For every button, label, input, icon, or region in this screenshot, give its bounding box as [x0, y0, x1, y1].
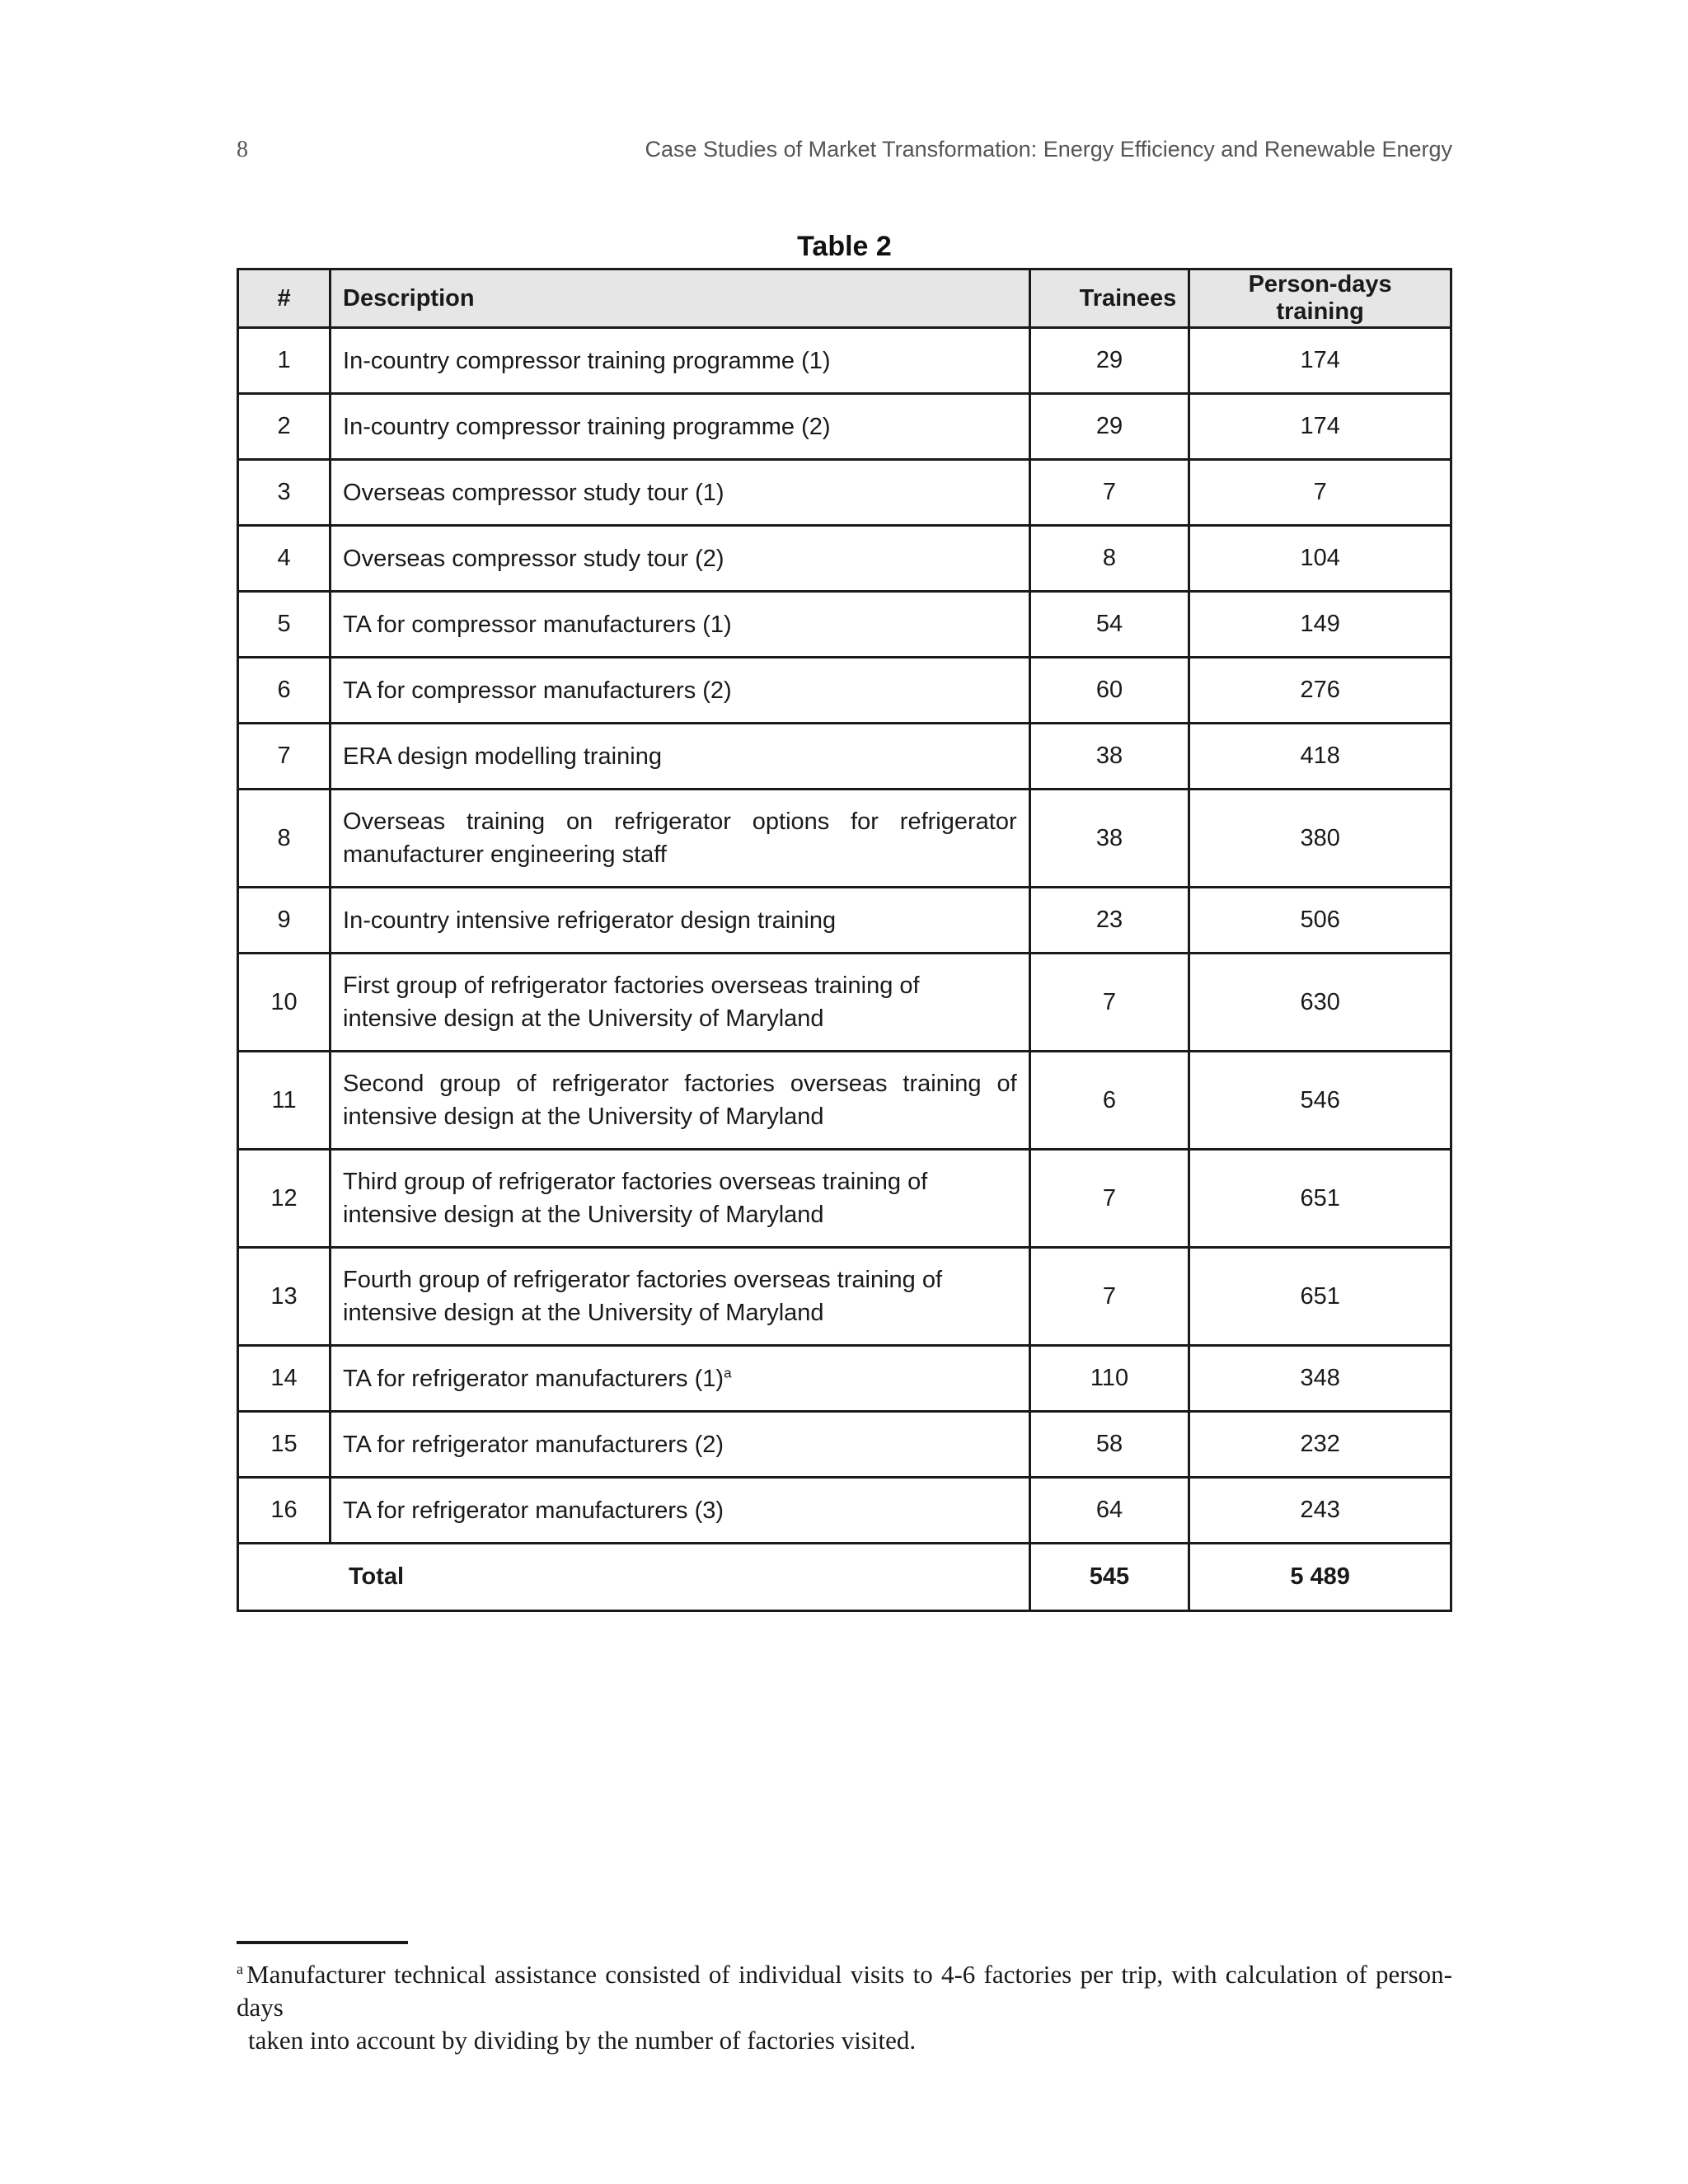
row-trainees: 64	[1029, 1478, 1189, 1544]
row-trainees: 7	[1029, 954, 1189, 1052]
row-person-days: 232	[1189, 1412, 1451, 1478]
table-header-row	[238, 269, 1451, 328]
row-description: Third group of refrigerator factories overseas training of intensive design at the University of Maryland	[331, 1150, 1030, 1248]
row-person-days: 174	[1189, 394, 1451, 460]
row-num: 3	[238, 460, 331, 526]
table-row	[238, 1052, 1451, 1150]
row-trainees: 29	[1029, 328, 1189, 394]
table-row	[238, 460, 1451, 526]
row-trainees: 8	[1029, 526, 1189, 592]
row-trainees: 110	[1029, 1346, 1189, 1412]
row-trainees: 7	[1029, 1248, 1189, 1346]
table-row	[238, 1346, 1451, 1412]
row-trainees: 23	[1029, 888, 1189, 954]
footnote-reference: a	[724, 1364, 732, 1380]
row-person-days: 418	[1189, 724, 1451, 790]
row-num: 13	[238, 1248, 331, 1346]
row-description: Overseas training on refrigerator options for refrigerator manufacturer engineering staff	[331, 790, 1030, 888]
row-trainees: 7	[1029, 460, 1189, 526]
row-trainees: 29	[1029, 394, 1189, 460]
header-description: Description	[331, 269, 1030, 328]
row-trainees: 38	[1029, 724, 1189, 790]
table-row	[238, 1248, 1451, 1346]
row-person-days: 174	[1189, 328, 1451, 394]
header-num: #	[238, 269, 331, 328]
header-person-days: Person-days training	[1189, 269, 1451, 328]
row-person-days: 7	[1189, 460, 1451, 526]
row-person-days: 630	[1189, 954, 1451, 1052]
row-person-days: 149	[1189, 592, 1451, 658]
footnote-text-2: taken into account by dividing by the number of factories visited.	[248, 2026, 917, 2055]
row-person-days: 243	[1189, 1478, 1451, 1544]
table-row	[238, 724, 1451, 790]
table-row	[238, 888, 1451, 954]
total-person-days: 5 489	[1189, 1544, 1451, 1611]
footnote-text-1: Manufacturer technical assistance consisted of individual visits to 4-6 factories per trip, with calculation of person-days	[237, 1960, 1452, 2022]
row-trainees: 60	[1029, 658, 1189, 724]
row-trainees: 38	[1029, 790, 1189, 888]
row-num: 8	[238, 790, 331, 888]
table-row	[238, 658, 1451, 724]
row-num: 15	[238, 1412, 331, 1478]
row-description: In-country compressor training programme (1)	[331, 328, 1030, 394]
row-trainees: 54	[1029, 592, 1189, 658]
header-trainees: Trainees	[1029, 269, 1189, 328]
row-description: TA for refrigerator manufacturers (3)	[331, 1478, 1030, 1544]
table-row	[238, 1478, 1451, 1544]
row-num: 6	[238, 658, 331, 724]
total-trainees: 545	[1029, 1544, 1189, 1611]
total-row	[238, 1544, 1451, 1611]
row-description: TA for refrigerator manufacturers (2)	[331, 1412, 1030, 1478]
row-description: TA for compressor manufacturers (1)	[331, 592, 1030, 658]
page-number: 8	[237, 137, 248, 162]
row-person-days: 651	[1189, 1150, 1451, 1248]
row-num: 10	[238, 954, 331, 1052]
row-description-with-footnote	[331, 1346, 1030, 1412]
row-num: 11	[238, 1052, 331, 1150]
row-num: 14	[238, 1346, 331, 1412]
footnote-mark: a	[237, 1960, 243, 1977]
row-description: In-country intensive refrigerator design training	[331, 888, 1030, 954]
table-row	[238, 954, 1451, 1052]
row-trainees: 6	[1029, 1052, 1189, 1150]
row-num: 9	[238, 888, 331, 954]
table-row	[238, 328, 1451, 394]
row-num: 7	[238, 724, 331, 790]
row-num: 4	[238, 526, 331, 592]
row-description: Fourth group of refrigerator factories overseas training of intensive design at the University of Maryland	[331, 1248, 1030, 1346]
table-row	[238, 1150, 1451, 1248]
row-person-days: 380	[1189, 790, 1451, 888]
row-person-days: 276	[1189, 658, 1451, 724]
row-person-days: 104	[1189, 526, 1451, 592]
row-description: In-country compressor training programme (2)	[331, 394, 1030, 460]
row-description: TA for refrigerator manufacturers (1)	[343, 1365, 724, 1392]
row-description: First group of refrigerator factories overseas training of intensive design at the University of Maryland	[331, 954, 1030, 1052]
table-row	[238, 592, 1451, 658]
row-person-days: 506	[1189, 888, 1451, 954]
row-num: 2	[238, 394, 331, 460]
training-table	[237, 268, 1452, 1612]
footnote	[237, 1958, 1452, 2057]
row-num: 12	[238, 1150, 331, 1248]
row-num: 1	[238, 328, 331, 394]
row-description: Overseas compressor study tour (2)	[331, 526, 1030, 592]
row-trainees: 7	[1029, 1150, 1189, 1248]
running-title: Case Studies of Market Transformation: Energy Efficiency and Renewable Energy	[645, 137, 1452, 162]
row-description: Second group of refrigerator factories overseas training of intensive design at the University of Maryland	[331, 1052, 1030, 1150]
row-description: Overseas compressor study tour (1)	[331, 460, 1030, 526]
row-description: ERA design modelling training	[331, 724, 1030, 790]
total-label: Total	[238, 1544, 1030, 1611]
table-row	[238, 790, 1451, 888]
row-person-days: 546	[1189, 1052, 1451, 1150]
table-caption: Table 2	[797, 231, 892, 262]
row-description: TA for compressor manufacturers (2)	[331, 658, 1030, 724]
running-head	[237, 137, 1452, 170]
footnote-line-1	[237, 1958, 1452, 2024]
row-trainees: 58	[1029, 1412, 1189, 1478]
footnote-rule	[237, 1941, 408, 1944]
row-person-days: 348	[1189, 1346, 1451, 1412]
table-row	[238, 1412, 1451, 1478]
row-num: 16	[238, 1478, 331, 1544]
row-num: 5	[238, 592, 331, 658]
table-row	[238, 394, 1451, 460]
table-row	[238, 526, 1451, 592]
row-person-days: 651	[1189, 1248, 1451, 1346]
